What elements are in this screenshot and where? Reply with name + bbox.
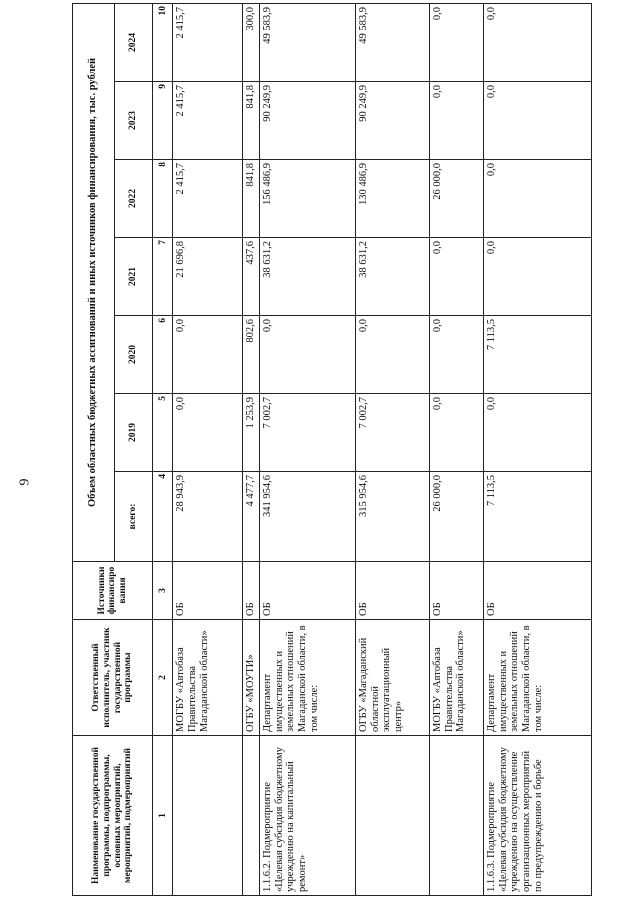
value-cell: 0,0	[429, 316, 483, 394]
value-cell: 300,0	[243, 3, 260, 81]
index-cell: 10	[153, 3, 173, 81]
value-cell: 21 696,8	[173, 238, 243, 316]
header-year: 2022	[114, 160, 153, 238]
value-cell: 7 002,7	[355, 394, 429, 472]
source-cell: ОБ	[259, 562, 355, 620]
header-total: всего:	[114, 472, 153, 562]
value-cell: 4 477,7	[243, 472, 260, 562]
value-cell: 0,0	[483, 238, 591, 316]
source-cell: ОБ	[243, 562, 260, 620]
value-cell: 2 415,7	[173, 3, 243, 81]
value-cell: 26 000,0	[429, 472, 483, 562]
value-cell: 7 113,5	[483, 472, 591, 562]
value-cell: 841,8	[243, 82, 260, 160]
value-cell: 0,0	[259, 316, 355, 394]
value-cell: 841,8	[243, 160, 260, 238]
value-cell: 90 249,9	[355, 82, 429, 160]
value-cell: 49 583,9	[259, 3, 355, 81]
source-cell: ОБ	[483, 562, 591, 620]
value-cell: 0,0	[483, 160, 591, 238]
index-cell: 2	[153, 620, 173, 736]
value-cell: 802,6	[243, 316, 260, 394]
table-row	[429, 3, 483, 895]
table-row	[259, 3, 355, 895]
value-cell: 0,0	[429, 3, 483, 81]
value-cell: 2 415,7	[173, 160, 243, 238]
header-executor: Ответственный исполнитель, участник государственной программы	[73, 620, 153, 736]
value-cell: 0,0	[429, 238, 483, 316]
value-cell: 0,0	[355, 316, 429, 394]
name-cell	[355, 736, 429, 896]
index-cell: 1	[153, 736, 173, 896]
page-number: 9	[17, 478, 33, 486]
value-cell: 7 002,7	[259, 394, 355, 472]
value-cell: 26 000,0	[429, 160, 483, 238]
executor-cell: ОГБУ «МОУТИ»	[243, 620, 260, 736]
value-cell: 341 954,6	[259, 472, 355, 562]
value-cell: 90 249,9	[259, 82, 355, 160]
value-cell: 0,0	[429, 82, 483, 160]
header-row-1	[73, 3, 115, 895]
index-row	[153, 3, 173, 895]
name-cell	[429, 736, 483, 896]
table-row	[173, 3, 243, 895]
source-cell: ОБ	[173, 562, 243, 620]
value-cell: 1 253,9	[243, 394, 260, 472]
name-cell	[173, 736, 243, 896]
executor-cell: ОГБУ «Магаданский областной эксплуатационный центр»	[355, 620, 429, 736]
source-cell: ОБ	[429, 562, 483, 620]
header-year: 2021	[114, 238, 153, 316]
value-cell: 38 631,2	[259, 238, 355, 316]
executor-cell: МОГБУ «Автобаза Правительства Магаданской области»	[429, 620, 483, 736]
value-cell: 38 631,2	[355, 238, 429, 316]
value-cell: 0,0	[173, 316, 243, 394]
executor-cell: Департамент имущественных и земельных отношений Магаданской области, в том числе:	[259, 620, 355, 736]
executor-cell: МОГБУ «Автобаза Правительства Магаданской области»	[173, 620, 243, 736]
value-cell: 0,0	[483, 394, 591, 472]
value-cell: 315 954,6	[355, 472, 429, 562]
value-cell: 0,0	[483, 82, 591, 160]
name-cell: 1.1.6.2. Подмероприятие «Целевая субсидия бюджетному учреждению на капитальный ремонт»	[259, 736, 355, 896]
table-row	[355, 3, 429, 895]
source-cell: ОБ	[355, 562, 429, 620]
funding-table	[72, 3, 592, 896]
index-cell: 7	[153, 238, 173, 316]
header-year: 2023	[114, 82, 153, 160]
value-cell: 0,0	[429, 394, 483, 472]
value-cell: 437,6	[243, 238, 260, 316]
index-cell: 6	[153, 316, 173, 394]
header-year: 2024	[114, 3, 153, 81]
table-row	[483, 3, 591, 895]
header-source: Источники финансиро вания	[73, 562, 153, 620]
rotated-table-container	[72, 6, 592, 896]
value-cell: 130 486,9	[355, 160, 429, 238]
index-cell: 3	[153, 562, 173, 620]
header-year: 2019	[114, 394, 153, 472]
header-funding-group: Объем областных бюджетных ассигнований и иных источников финансирования, тыс. рублей	[73, 3, 115, 561]
name-cell: 1.1.6.3. Подмероприятие «Целевая субсидия бюджетному учреждению на осуществление организационных мероприятий по предупреждению и борьбе	[483, 736, 591, 896]
value-cell: 2 415,7	[173, 82, 243, 160]
value-cell: 0,0	[173, 394, 243, 472]
value-cell: 49 583,9	[355, 3, 429, 81]
index-cell: 8	[153, 160, 173, 238]
header-year: 2020	[114, 316, 153, 394]
index-cell: 5	[153, 394, 173, 472]
value-cell: 156 486,9	[259, 160, 355, 238]
value-cell: 0,0	[483, 3, 591, 81]
value-cell: 28 943,9	[173, 472, 243, 562]
table-row	[243, 3, 260, 895]
value-cell: 7 113,5	[483, 316, 591, 394]
header-name: Наименование государственной программы, подпрограммы, основных мероприятий, мероприятий, подмероприятий	[73, 736, 153, 896]
index-cell: 4	[153, 472, 173, 562]
name-cell	[243, 736, 260, 896]
executor-cell: Департамент имущественных и земельных отношений Магаданской области, в том числе:	[483, 620, 591, 736]
index-cell: 9	[153, 82, 173, 160]
